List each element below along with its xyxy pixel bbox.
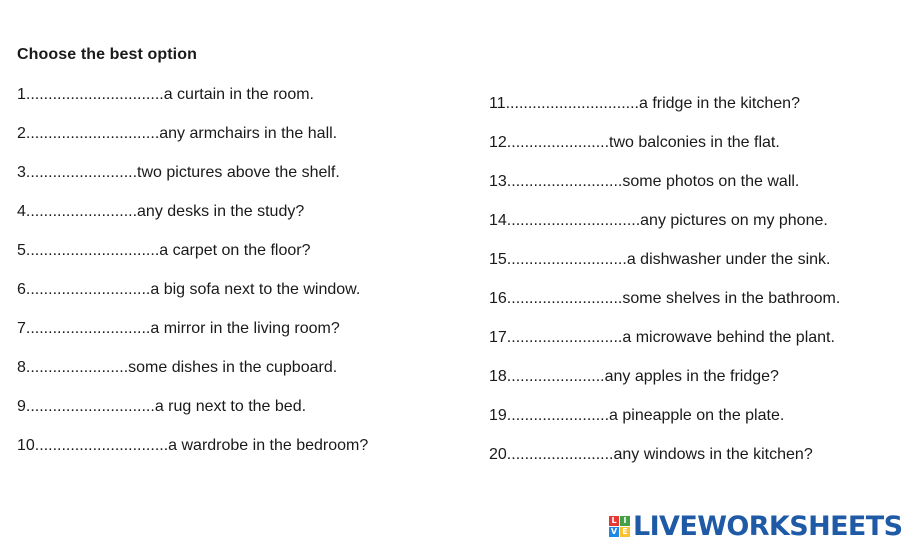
liveworksheets-logo bbox=[609, 511, 902, 541]
exercise-item: 3.........................two pictures above the shelf. bbox=[17, 164, 340, 181]
exercise-list-right bbox=[489, 94, 840, 484]
exercise-item: 19.......................a pineapple on the plate. bbox=[489, 407, 785, 424]
exercise-item: 14..............................any pictures on my phone. bbox=[489, 212, 828, 229]
exercise-item: 11..............................a fridge in the kitchen? bbox=[489, 95, 800, 112]
logo-mark-letter: E bbox=[620, 527, 630, 537]
logo-mark-letter: I bbox=[620, 516, 630, 526]
exercise-item: 10..............................a wardrobe in the bedroom? bbox=[17, 437, 369, 454]
exercise-item: 16..........................some shelves in the bathroom. bbox=[489, 290, 841, 307]
worksheet-title: Choose the best option bbox=[17, 46, 197, 63]
exercise-item: 8.......................some dishes in the cupboard. bbox=[17, 359, 338, 376]
exercise-item: 6............................a big sofa next to the window. bbox=[17, 281, 361, 298]
logo-mark-letter: V bbox=[610, 526, 618, 536]
exercise-item: 2..............................any armchairs in the hall. bbox=[17, 125, 338, 142]
exercise-item: 4.........................any desks in the study? bbox=[17, 203, 305, 220]
liveworksheets-logo-icon bbox=[609, 516, 630, 537]
logo-mark-letter: L bbox=[609, 516, 619, 526]
exercise-item: 5..............................a carpet on the floor? bbox=[17, 242, 311, 259]
exercise-item: 12.......................two balconies in the flat. bbox=[489, 134, 780, 151]
exercise-item: 1...............................a curtain in the room. bbox=[17, 86, 314, 103]
exercise-list-left bbox=[17, 85, 368, 475]
exercise-item: 7............................a mirror in the living room? bbox=[17, 320, 340, 337]
exercise-item: 9.............................a rug next to the bed. bbox=[17, 398, 307, 415]
exercise-item: 18......................any apples in the fridge? bbox=[489, 368, 779, 385]
exercise-item: 13..........................some photos on the wall. bbox=[489, 173, 800, 190]
logo-text: LIVEWORKSHEETS bbox=[633, 510, 903, 542]
exercise-item: 17..........................a microwave behind the plant. bbox=[489, 329, 835, 346]
exercise-item: 15...........................a dishwasher under the sink. bbox=[489, 251, 831, 268]
exercise-item: 20........................any windows in the kitchen? bbox=[489, 446, 813, 463]
